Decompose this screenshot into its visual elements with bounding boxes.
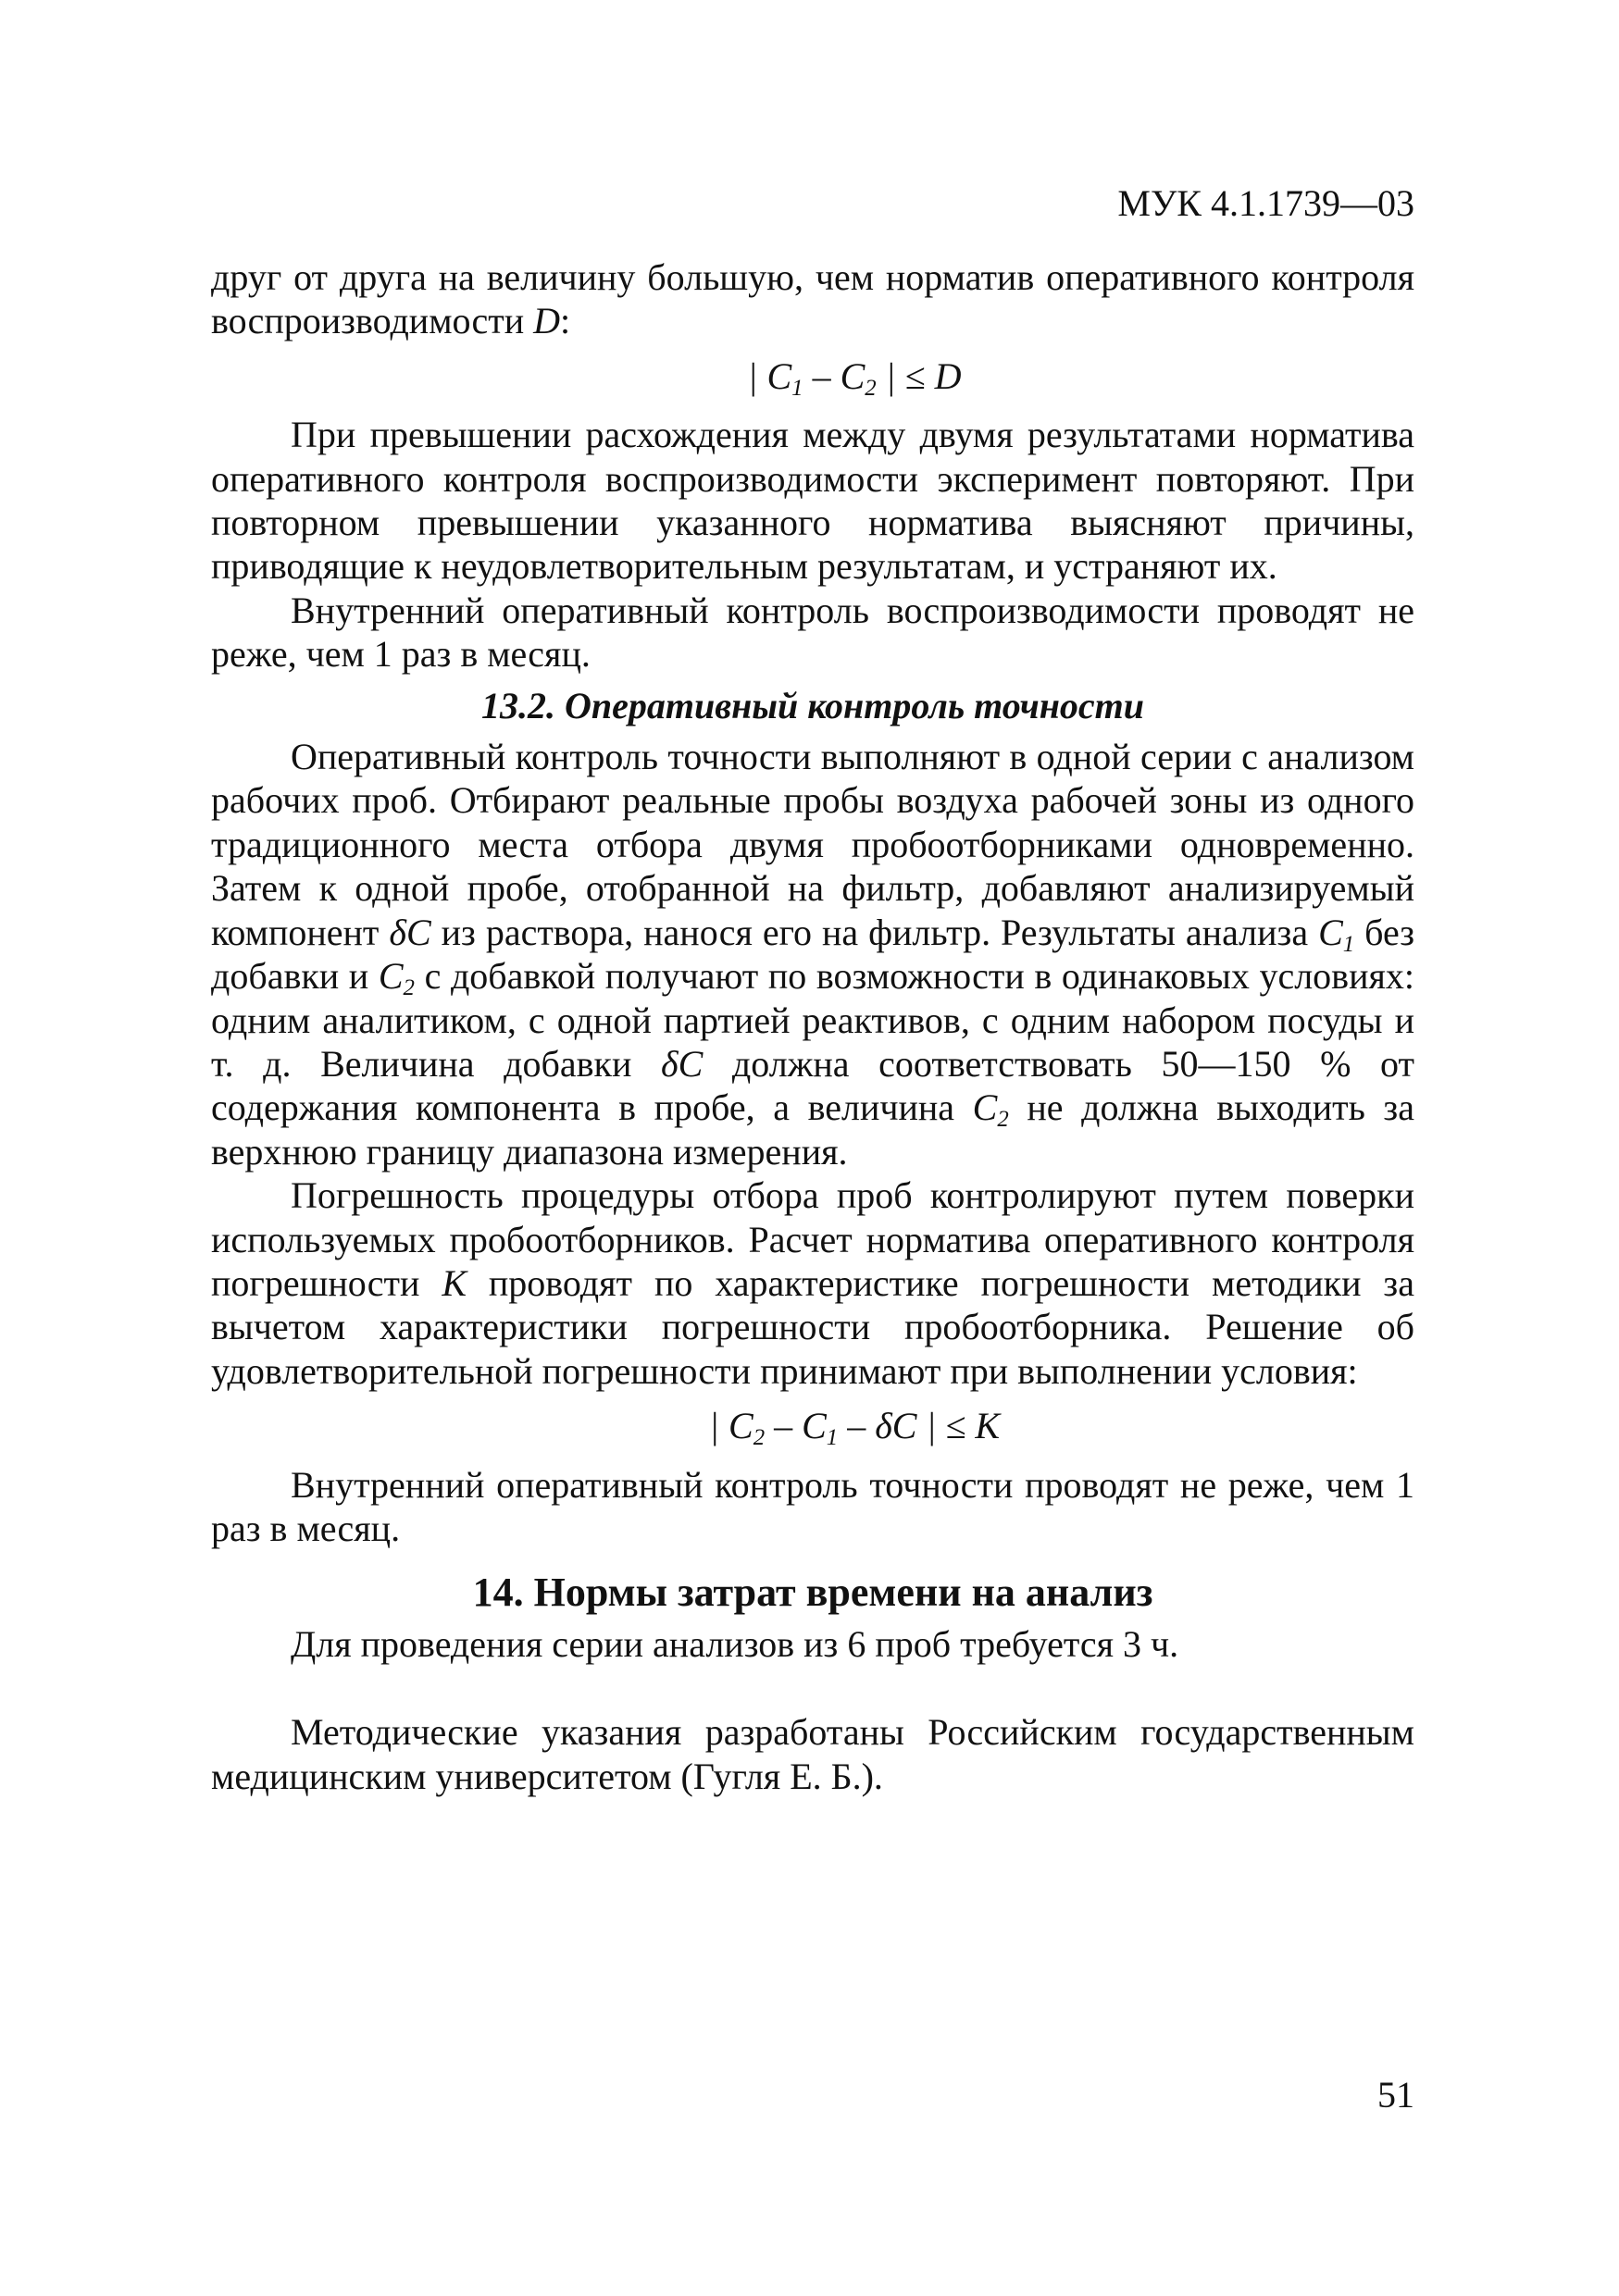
paragraph-text: проводят по характеристике погрешности методики за вычетом характеристики погрешности пробоотборника. Решение об удовлетворительной погрешности принимают при выполнении условия: [211, 1261, 1414, 1392]
formula-subscript: 1 [791, 375, 803, 401]
paragraph-text: Погрешность процедуры отбора проб контролируют путем поверки используемых пробоотборников. Расчет норматива оперативного контроля погрешности [211, 1174, 1414, 1304]
document-page [211, 181, 1414, 1798]
paragraph-text: из раствора, нанося его на фильтр. Результаты анализа [430, 911, 1319, 953]
variable-d: D [533, 300, 561, 342]
variable-c: C [972, 1086, 998, 1129]
formula-subscript: 2 [865, 375, 877, 401]
section-heading-14: 14. Нормы затрат времени на анализ [472, 1570, 1153, 1616]
paragraph-sampling-error [211, 1173, 1414, 1393]
formula-part: | ≤ D [876, 354, 962, 397]
formula-accuracy [211, 1404, 1414, 1451]
variable-delta-c: δC [389, 911, 431, 953]
subsection-heading-13-2: 13.2. Оперативный контроль точности [480, 684, 1145, 726]
paragraph-accuracy-frequency: Внутренний оперативный контроль точности проводят не реже, чем 1 раз в месяц. [211, 1463, 1414, 1549]
formula-part: – [765, 1405, 803, 1447]
formula-var: C [840, 354, 866, 397]
paragraph-text: должна соответствовать 50—150 % от содержания компонента в пробе, а величина [211, 1042, 1414, 1129]
variable-c: C [1318, 911, 1343, 953]
paragraph-punct: : [560, 300, 571, 342]
paragraph-reproducibility-frequency: Внутренний оперативный контроль воспроизводимости проводят не реже, чем 1 раз в месяц. [211, 589, 1414, 676]
spacer [211, 1666, 1414, 1710]
paragraph-authors: Методические указания разработаны Российским государственным медицинским университетом (Гугля Е. Б.). [211, 1711, 1414, 1797]
paragraph-text: Оперативный контроль точности выполняют в одной серии с анализом рабочих проб. Отбирают реальные пробы воздуха рабочей зоны из одного традиционного места отбора двумя пробоотборниками одновременно. Затем к одной пробе, отобранной на фильтр, добавляют анализируемый компонент [211, 736, 1414, 953]
document-id-header: МУК 4.1.1739—03 [1117, 182, 1414, 224]
paragraph-reproducibility-intro [211, 255, 1414, 343]
variable-subscript: 1 [1342, 931, 1355, 957]
variable-k: К [442, 1261, 467, 1304]
paragraph-time-norms: Для проведения серии анализов из 6 проб требуется 3 ч. [291, 1622, 1179, 1665]
variable-delta-c: δC [661, 1042, 704, 1085]
formula-subscript: 2 [753, 1425, 766, 1451]
variable-c: C [378, 955, 404, 998]
variable-subscript: 2 [997, 1107, 1009, 1133]
formula-part: – δC | ≤ К [838, 1405, 1000, 1447]
formula-var: C [729, 1405, 753, 1447]
paragraph-text: друг от друга на величину большую, чем норматив оперативного контроля воспроизводимости [211, 256, 1414, 342]
paragraph-text: с добавкой получают по возможности в одинаковых условиях: одним аналитиком, с одной партией реактивов, с одним набором посуды и т. д. Величина добавки [211, 955, 1414, 1085]
formula-var: C [802, 1405, 827, 1447]
formula-var: C [766, 354, 792, 397]
paragraph-text: не должна выходить за верхнюю границу диапазона измерения. [211, 1086, 1414, 1173]
formula-part: – [803, 354, 841, 397]
formula-subscript: 1 [826, 1425, 839, 1451]
formula-reproducibility [211, 354, 1414, 401]
paragraph-exceeding: При превышении расхождения между двумя результатами норматива оперативного контроля воспроизводимости эксперимент повторяют. При повторном превышении указанного норматива выясняют причины, приводящие к неудовлетворительным результатам, и устраняют их. [211, 414, 1414, 588]
page-number: 51 [1377, 2074, 1414, 2116]
paragraph-text: без добавки и [211, 911, 1415, 998]
variable-subscript: 2 [403, 975, 415, 1001]
paragraph-accuracy-control [211, 735, 1414, 1173]
formula-part: | [747, 354, 767, 397]
formula-part: | [709, 1405, 729, 1447]
